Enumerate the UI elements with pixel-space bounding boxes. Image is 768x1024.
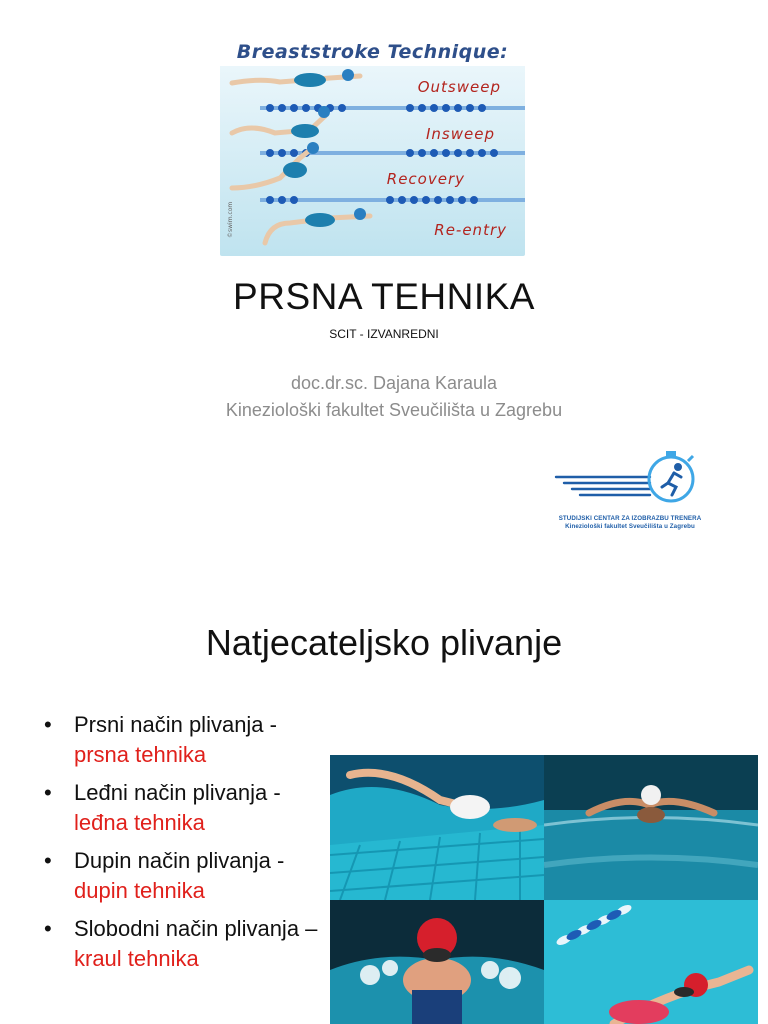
step-outsweep: Outsweep — [417, 78, 501, 96]
bullet-icon: • — [44, 712, 52, 737]
illustration-credit: ©swim.com — [227, 201, 234, 238]
list-item — [40, 914, 330, 974]
competitive-swimming-slide — [0, 560, 768, 1024]
photo-freestyle-swimmer — [330, 755, 544, 900]
photo-backstroke-swimmer — [544, 900, 758, 1024]
author-name: doc.dr.sc. Dajana Karaula — [290, 373, 498, 393]
presentation-title: PRSNA TEHNIKA — [233, 276, 535, 317]
presentation-subtitle: SCIT - IZVANREDNI — [329, 327, 439, 341]
bullet-highlight: dupin tehnika — [74, 878, 205, 903]
stopwatch-runner-icon — [550, 447, 710, 509]
list-item — [40, 778, 330, 838]
photo-butterfly-swimmer — [544, 755, 758, 900]
bullet-highlight: leđna tehnika — [74, 810, 205, 835]
breaststroke-technique-illustration — [220, 38, 525, 256]
bullet-text: Leđni način plivanja - — [74, 780, 281, 805]
logo-line-2: Kineziološki fakultet Sveučilišta u Zagrebu — [565, 523, 695, 530]
step-re-entry: Re-entry — [434, 221, 507, 239]
bullet-text: Dupin način plivanja - — [74, 848, 285, 873]
author-block — [0, 370, 768, 424]
stroke-list — [40, 710, 330, 982]
bullet-highlight: prsna tehnika — [74, 742, 207, 767]
bullet-icon: • — [44, 916, 52, 941]
bullet-icon: • — [44, 780, 52, 805]
photo-breaststroke-swimmer — [330, 900, 544, 1024]
bullet-text: Slobodni način plivanja – — [74, 916, 318, 941]
scit-logo — [550, 447, 710, 537]
author-institution: Kineziološki fakultet Sveučilišta u Zagrebu — [225, 400, 563, 420]
step-insweep: Insweep — [426, 125, 495, 143]
list-item — [40, 846, 330, 906]
step-recovery: Recovery — [386, 170, 465, 188]
list-item — [40, 710, 330, 770]
swimming-photo-collage — [330, 755, 758, 1024]
logo-line-1: STUDIJSKI CENTAR ZA IZOBRAZBU TRENERA — [558, 515, 702, 522]
bullet-highlight: kraul tehnika — [74, 946, 199, 971]
bullet-icon: • — [44, 848, 52, 873]
slide-title: Natjecateljsko plivanje — [205, 622, 563, 663]
bullet-text: Prsni način plivanja - — [74, 712, 277, 737]
illustration-title: Breaststroke Technique: — [236, 41, 509, 63]
